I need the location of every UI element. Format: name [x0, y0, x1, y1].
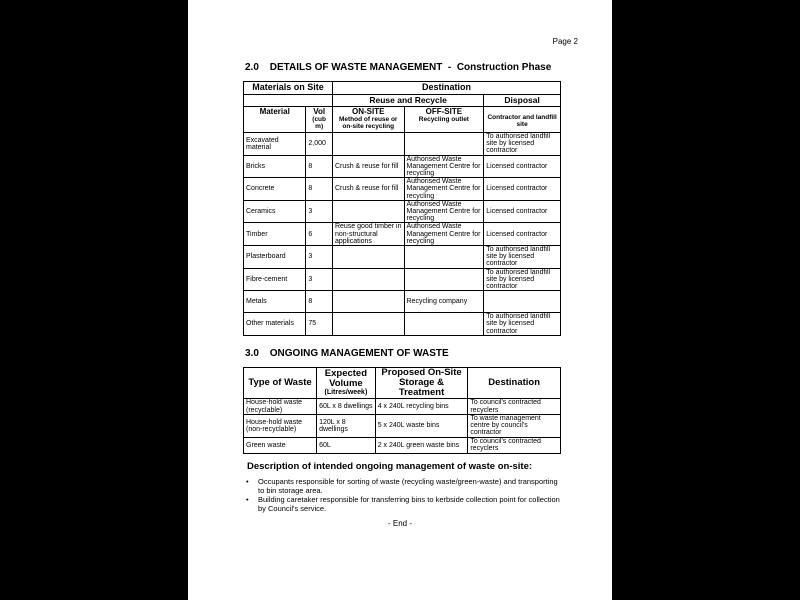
description-title: Description of intended ongoing management of waste on-site: — [247, 461, 533, 472]
disposal-cell — [484, 291, 561, 313]
ongoing-waste-table — [243, 367, 561, 454]
list-item: • Occupants responsible for sorting of waste (recycling waste/green-waste) and transporting to bin storage area. — [243, 478, 565, 495]
header-onsite: ON-SITE Method of reuse or on-site recycling — [332, 107, 404, 133]
page-number: Page 2 — [552, 37, 578, 46]
destination-cell: To council's contracted recyclers — [468, 437, 561, 453]
offsite-cell — [404, 133, 484, 156]
header-vol: Vol (cub m) — [306, 107, 333, 133]
header-disposal: Disposal — [484, 95, 561, 107]
material-cell: Plasterboard — [244, 246, 306, 269]
description-list — [243, 478, 565, 514]
material-cell: Timber — [244, 223, 306, 246]
type-cell: House-hold waste (recyclable) — [244, 399, 317, 415]
disposal-cell: To authorised landfill site by licensed contractor — [484, 133, 561, 156]
offsite-cell: Authorised Waste Management Centre for recycling — [404, 178, 484, 201]
header-blank — [244, 95, 333, 107]
material-cell: Excavated material — [244, 133, 306, 156]
onsite-cell: Crush & reuse for fill — [332, 155, 404, 178]
vol-cell: 8 — [306, 291, 333, 313]
vol-cell: 8 — [306, 178, 333, 201]
disposal-cell: To authorised landfill site by licensed contractor — [484, 268, 561, 291]
table-row — [244, 437, 561, 453]
onsite-cell — [332, 246, 404, 269]
material-cell: Ceramics — [244, 200, 306, 223]
volume-cell: 60L x 8 dwellings — [317, 399, 376, 415]
material-cell: Bricks — [244, 155, 306, 178]
volume-cell: 120L x 8 dwellings — [317, 415, 376, 438]
section-3-heading: ONGOING MANAGEMENT OF WASTE — [269, 348, 449, 359]
table-row — [244, 313, 561, 336]
header-contractor — [484, 107, 561, 133]
storage-cell: 5 x 240L waste bins — [375, 415, 468, 438]
header-offsite-sub: Recycling outlet — [418, 116, 469, 123]
header-contractor-text: Contractor and landfill site — [487, 114, 557, 128]
onsite-cell — [332, 313, 404, 336]
vol-cell: 75 — [306, 313, 333, 336]
onsite-cell: Crush & reuse for fill — [332, 178, 404, 201]
material-cell: Concrete — [244, 178, 306, 201]
header-material: Material — [244, 107, 306, 133]
material-cell: Metals — [244, 291, 306, 313]
construction-waste-table — [243, 81, 561, 336]
vol-cell: 3 — [306, 246, 333, 269]
header-onsite-sub: Method of reuse or on-site recycling — [338, 116, 398, 130]
onsite-cell — [332, 200, 404, 223]
section-2-heading: DETAILS OF WASTE MANAGEMENT - Construction Phase — [269, 62, 552, 73]
disposal-cell: Licensed contractor — [484, 155, 561, 178]
disposal-cell: To authorised landfill site by licensed contractor — [484, 313, 561, 336]
vol-cell: 3 — [306, 200, 333, 223]
table-row — [244, 223, 561, 246]
destination-cell: To council's contracted recyclers — [468, 399, 561, 415]
disposal-cell: To authorised landfill site by licensed contractor — [484, 246, 561, 269]
disposal-cell: Licensed contractor — [484, 223, 561, 246]
offsite-cell — [404, 268, 484, 291]
header-expected-volume: Expected Volume (Litres/week) — [317, 368, 376, 399]
table-row — [244, 268, 561, 291]
section-3-title — [245, 348, 449, 359]
vol-cell: 2,000 — [306, 133, 333, 156]
offsite-cell: Authorised Waste Management Centre for recycling — [404, 155, 484, 178]
header-offsite: OFF-SITE Recycling outlet — [404, 107, 484, 133]
header-volume-unit: (Litres/week) — [324, 389, 368, 396]
section-2-number: 2.0 — [245, 62, 259, 73]
header-vol-unit: (cub m) — [312, 116, 327, 130]
end-marker: - End - — [387, 519, 412, 528]
storage-cell: 2 x 240L green waste bins — [375, 437, 468, 453]
storage-cell: 4 x 240L recycling bins — [375, 399, 468, 415]
onsite-cell: Reuse good timber in non-structural applications — [332, 223, 404, 246]
table-row — [244, 291, 561, 313]
disposal-cell: Licensed contractor — [484, 200, 561, 223]
offsite-cell: Authorised Waste Management Centre for recycling — [404, 200, 484, 223]
destination-cell: To waste management centre by council's contractor — [468, 415, 561, 438]
material-cell: Other materials — [244, 313, 306, 336]
onsite-cell — [332, 133, 404, 156]
table-row — [244, 399, 561, 415]
type-cell: House-hold waste (non-recyclable) — [244, 415, 317, 438]
type-cell: Green waste — [244, 437, 317, 453]
table-row — [244, 133, 561, 156]
header-destination: Destination — [468, 368, 561, 399]
header-storage: Proposed On-Site Storage & Treatment — [375, 368, 468, 399]
disposal-cell: Licensed contractor — [484, 178, 561, 201]
table-row — [244, 246, 561, 269]
section-2-title — [245, 62, 551, 73]
offsite-cell: Recycling company — [404, 291, 484, 313]
header-materials-on-site: Materials on Site — [244, 82, 333, 95]
header-reuse-recycle: Reuse and Recycle — [332, 95, 483, 107]
header-destination: Destination — [332, 82, 560, 95]
onsite-cell — [332, 291, 404, 313]
document-page — [188, 0, 612, 600]
list-item: • Building caretaker responsible for transferring bins to kerbside collection point for collection by Council's service. — [243, 496, 565, 513]
table-row — [244, 178, 561, 201]
vol-cell: 6 — [306, 223, 333, 246]
table-row — [244, 415, 561, 438]
offsite-cell — [404, 313, 484, 336]
volume-cell: 60L — [317, 437, 376, 453]
offsite-cell — [404, 246, 484, 269]
section-3-number: 3.0 — [245, 348, 259, 359]
material-cell: Fibre-cement — [244, 268, 306, 291]
vol-cell: 8 — [306, 155, 333, 178]
table-row — [244, 200, 561, 223]
table-row — [244, 155, 561, 178]
header-type-of-waste: Type of Waste — [244, 368, 317, 399]
onsite-cell — [332, 268, 404, 291]
vol-cell: 3 — [306, 268, 333, 291]
offsite-cell: Authorised Waste Management Centre for recycling — [404, 223, 484, 246]
